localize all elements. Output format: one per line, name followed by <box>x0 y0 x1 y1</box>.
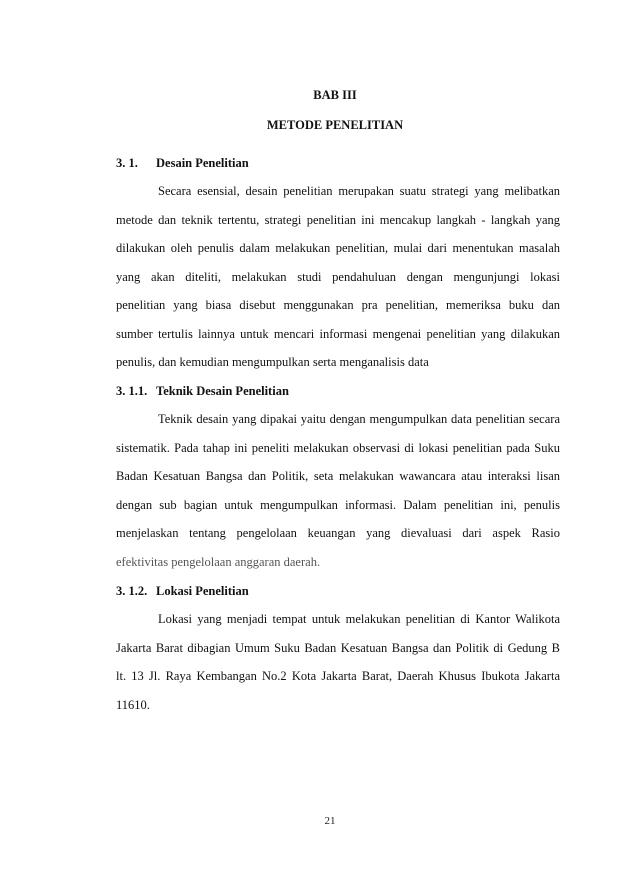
paragraph-line: dilakukan oleh penulis dalam melakukan penelitian, mulai dari menentukan masalah <box>116 241 560 255</box>
paragraph-line: menjelaskan tentang pengelolaan keuangan yang dievaluasi dari aspek Rasio <box>116 526 560 540</box>
paragraph-line: sumber tertulis lainnya untuk mencari informasi mengenai penelitian yang dilakukan <box>116 327 560 341</box>
paragraph-line: lt. 13 Jl. Raya Kembangan No.2 Kota Jakarta Barat, Daerah Khusus Ibukota Jakarta <box>116 669 560 683</box>
subsection-title: Teknik Desain Penelitian <box>156 384 289 398</box>
paragraph-line: Badan Kesatuan Bangsa dan Politik, seta melakukan wawancara atau interaksi lisan <box>116 469 560 483</box>
section-heading <box>116 156 249 171</box>
paragraph-line: 11610. <box>116 698 150 712</box>
paragraph-line: penulis, dan kemudian mengumpulkan serta menganalisis data <box>116 355 429 369</box>
section-title: Desain Penelitian <box>156 156 249 170</box>
paragraph-line: Teknik desain yang dipakai yaitu dengan mengumpulkan data penelitian secara <box>158 412 560 426</box>
page-number: 21 <box>324 815 336 827</box>
paragraph-line: Lokasi yang menjadi tempat untuk melakukan penelitian di Kantor Walikota <box>158 612 560 626</box>
paragraph-line: Secara esensial, desain penelitian merupakan suatu strategi yang melibatkan <box>158 184 560 198</box>
subsection-title: Lokasi Penelitian <box>156 584 249 598</box>
paragraph-line: Jakarta Barat dibagian Umum Suku Badan Kesatuan Bangsa dan Politik di Gedung B <box>116 641 560 655</box>
paragraph-line: sistematik. Pada tahap ini peneliti melakukan observasi di lokasi penelitian pada Suku <box>116 441 560 455</box>
paragraph-line: yang akan diteliti, melakukan studi pendahuluan dengan mengunjungi lokasi <box>116 270 560 284</box>
subsection-heading <box>116 384 289 399</box>
paragraph-line: metode dan teknik tertentu, strategi penelitian ini mencakup langkah - langkah yang <box>116 213 560 227</box>
section-number: 3. 1. <box>116 156 138 170</box>
paragraph-line: penelitian yang biasa disebut menggunakan pra penelitian, memeriksa buku dan <box>116 298 560 312</box>
chapter-number: BAB III <box>313 88 357 102</box>
paragraph-line: efektivitas pengelolaan anggaran daerah. <box>116 555 321 569</box>
chapter-title: METODE PENELITIAN <box>266 118 404 132</box>
subsection-number: 3. 1.1. <box>116 384 148 398</box>
paragraph-line: dengan sub bagian untuk mengumpulkan informasi. Dalam penelitian ini, penulis <box>116 498 560 512</box>
subsection-number: 3. 1.2. <box>116 584 148 598</box>
subsection-heading <box>116 584 249 599</box>
